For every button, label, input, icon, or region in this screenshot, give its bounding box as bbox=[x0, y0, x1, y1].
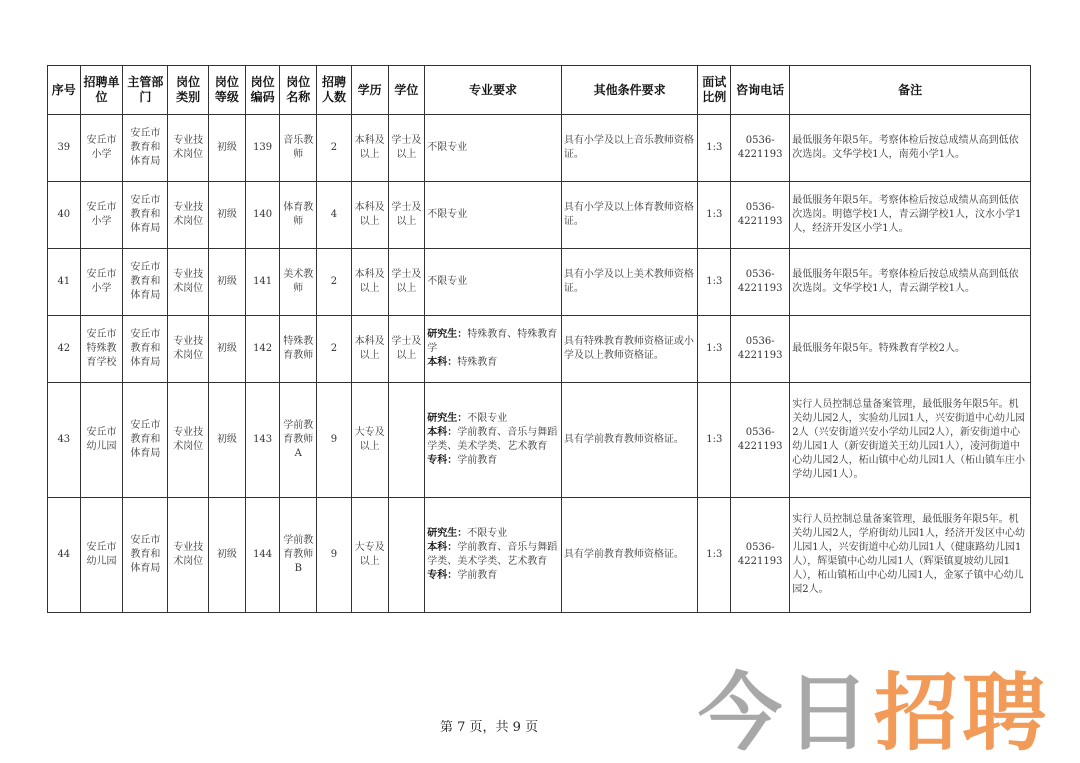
other-req-cell: 具有学前教育教师资格证。 bbox=[561, 383, 698, 498]
note-cell: 最低服务年限5年。考察体检后按总成绩从高到低依次选岗。明德学校1人，青云湖学校1人，汶水小学1人，经济开发区小学1人。 bbox=[790, 182, 1031, 249]
row-number-cell: 44 bbox=[48, 498, 81, 613]
header-cell: 咨询电话 bbox=[731, 66, 790, 115]
phone-cell: 0536-4221193 bbox=[731, 316, 790, 383]
note-cell: 实行人员控制总量备案管理，最低服务年限5年。机关幼儿园2人，学府街幼儿园1人，经济开发区中心幼儿园1人，兴安街道中心幼儿园1人（健康路幼儿园1人），辉渠镇中心幼儿园1人（辉渠镇夏坡幼儿园1人），柘山镇柘山中心幼儿园1人，金冢子镇中心幼儿园2人。 bbox=[790, 498, 1031, 613]
major-line bbox=[427, 569, 559, 583]
position-name-cell: 学前教育教师A bbox=[280, 383, 317, 498]
other-req-cell: 具有小学及以上美术教师资格证。 bbox=[561, 249, 698, 316]
table-row bbox=[48, 316, 1031, 383]
major-text: 不限专业 bbox=[427, 276, 468, 287]
major-line bbox=[427, 412, 559, 426]
note-cell: 实行人员控制总量备案管理，最低服务年限5年。机关幼儿园2人，实验幼儿园1人，兴安街道中心幼儿园2人（兴安街道兴安小学幼儿园2人），新安街道中心幼儿园1人（新安街道关王幼儿园1人），凌河街道中心幼儿园2人，柘山镇中心幼儿园1人（柘山镇车庄小学幼儿园1人）。 bbox=[790, 383, 1031, 498]
dept-cell: 安丘市教育和体育局 bbox=[123, 383, 168, 498]
row-number-cell: 40 bbox=[48, 182, 81, 249]
education-cell: 大专及以上 bbox=[351, 383, 388, 498]
note-cell: 最低服务年限5年。考察体检后按总成绩从高到低依次选岗。文华学校1人，青云湖学校1人。 bbox=[790, 249, 1031, 316]
ratio-cell: 1:3 bbox=[698, 182, 731, 249]
education-cell: 本科及以上 bbox=[351, 316, 388, 383]
ratio-cell: 1:3 bbox=[698, 498, 731, 613]
major-level-label: 本科： bbox=[427, 427, 458, 438]
watermark-part-a: 今日 bbox=[697, 664, 874, 762]
unit-cell: 安丘市小学 bbox=[80, 182, 123, 249]
education-cell: 大专及以上 bbox=[351, 498, 388, 613]
header-cell: 备注 bbox=[790, 66, 1031, 115]
degree-cell bbox=[388, 383, 425, 498]
code-cell: 144 bbox=[245, 498, 280, 613]
major-line bbox=[427, 208, 559, 222]
major-text: 不限专业 bbox=[467, 413, 508, 424]
position-name-cell: 美术教师 bbox=[280, 249, 317, 316]
dept-cell: 安丘市教育和体育局 bbox=[123, 498, 168, 613]
unit-cell: 安丘市小学 bbox=[80, 115, 123, 182]
unit-cell: 安丘市小学 bbox=[80, 249, 123, 316]
dept-cell: 安丘市教育和体育局 bbox=[123, 115, 168, 182]
recruitment-table bbox=[47, 65, 1031, 613]
watermark-logo bbox=[697, 664, 1050, 762]
other-req-cell: 具有小学及以上体育教师资格证。 bbox=[561, 182, 698, 249]
major-cell bbox=[425, 249, 562, 316]
ratio-cell: 1:3 bbox=[698, 383, 731, 498]
major-text: 不限专业 bbox=[467, 528, 508, 539]
major-cell bbox=[425, 115, 562, 182]
note-cell: 最低服务年限5年。考察体检后按总成绩从高到低依次选岗。文华学校1人，南苑小学1人。 bbox=[790, 115, 1031, 182]
header-cell: 岗位类别 bbox=[168, 66, 209, 115]
code-cell: 141 bbox=[245, 249, 280, 316]
major-level-label: 研究生： bbox=[427, 329, 468, 340]
dept-cell: 安丘市教育和体育局 bbox=[123, 316, 168, 383]
major-line bbox=[427, 141, 559, 155]
row-number-cell: 41 bbox=[48, 249, 81, 316]
level-cell: 初级 bbox=[209, 383, 246, 498]
position-name-cell: 音乐教师 bbox=[280, 115, 317, 182]
header-cell: 岗位编码 bbox=[245, 66, 280, 115]
count-cell: 9 bbox=[317, 498, 352, 613]
level-cell: 初级 bbox=[209, 498, 246, 613]
note-cell: 最低服务年限5年。特殊教育学校2人。 bbox=[790, 316, 1031, 383]
major-level-label: 专科： bbox=[427, 570, 458, 581]
position-name-cell: 特殊教育教师 bbox=[280, 316, 317, 383]
header-cell: 岗位名称 bbox=[280, 66, 317, 115]
category-cell: 专业技术岗位 bbox=[168, 182, 209, 249]
degree-cell: 学士及以上 bbox=[388, 115, 425, 182]
code-cell: 140 bbox=[245, 182, 280, 249]
header-cell: 学历 bbox=[351, 66, 388, 115]
degree-cell: 学士及以上 bbox=[388, 182, 425, 249]
major-text: 特殊教育 bbox=[457, 357, 498, 368]
major-text: 学前教育 bbox=[457, 455, 498, 466]
header-cell: 招聘人数 bbox=[317, 66, 352, 115]
header-cell: 主管部门 bbox=[123, 66, 168, 115]
count-cell: 9 bbox=[317, 383, 352, 498]
count-cell: 2 bbox=[317, 249, 352, 316]
row-number-cell: 39 bbox=[48, 115, 81, 182]
header-cell: 学位 bbox=[388, 66, 425, 115]
code-cell: 142 bbox=[245, 316, 280, 383]
major-level-label: 研究生： bbox=[427, 413, 468, 424]
page-footer: 第 7 页，共 9 页 bbox=[440, 720, 539, 735]
major-line bbox=[427, 454, 559, 468]
header-cell: 其他条件要求 bbox=[561, 66, 698, 115]
degree-cell: 学士及以上 bbox=[388, 316, 425, 383]
header-cell: 面试比例 bbox=[698, 66, 731, 115]
major-text: 学前教育 bbox=[457, 570, 498, 581]
code-cell: 139 bbox=[245, 115, 280, 182]
major-text: 学前教育、音乐与舞蹈学类、美术学类、艺术教育 bbox=[427, 427, 558, 452]
table-row bbox=[48, 498, 1031, 613]
watermark-part-b: 招聘 bbox=[873, 664, 1050, 762]
major-line bbox=[427, 328, 559, 356]
count-cell: 2 bbox=[317, 316, 352, 383]
level-cell: 初级 bbox=[209, 115, 246, 182]
major-cell bbox=[425, 182, 562, 249]
row-number-cell: 42 bbox=[48, 316, 81, 383]
major-line bbox=[427, 426, 559, 454]
count-cell: 4 bbox=[317, 182, 352, 249]
education-cell: 本科及以上 bbox=[351, 182, 388, 249]
major-line bbox=[427, 356, 559, 370]
header-cell: 岗位等级 bbox=[209, 66, 246, 115]
major-text: 特殊教育、特殊教育学 bbox=[427, 329, 558, 354]
other-req-cell: 具有特殊教育教师资格证或小学及以上教师资格证。 bbox=[561, 316, 698, 383]
major-level-label: 本科： bbox=[427, 542, 458, 553]
phone-cell: 0536-4221193 bbox=[731, 249, 790, 316]
unit-cell: 安丘市幼儿园 bbox=[80, 383, 123, 498]
major-level-label: 专科： bbox=[427, 455, 458, 466]
table-row bbox=[48, 115, 1031, 182]
header-cell: 专业要求 bbox=[425, 66, 562, 115]
degree-cell bbox=[388, 498, 425, 613]
major-level-label: 研究生： bbox=[427, 528, 468, 539]
table-row bbox=[48, 249, 1031, 316]
row-number-cell: 43 bbox=[48, 383, 81, 498]
other-req-cell: 具有学前教育教师资格证。 bbox=[561, 498, 698, 613]
major-text: 不限专业 bbox=[427, 142, 468, 153]
dept-cell: 安丘市教育和体育局 bbox=[123, 249, 168, 316]
level-cell: 初级 bbox=[209, 182, 246, 249]
phone-cell: 0536-4221193 bbox=[731, 383, 790, 498]
table-header-row bbox=[48, 66, 1031, 115]
major-line bbox=[427, 541, 559, 569]
position-name-cell: 学前教育教师B bbox=[280, 498, 317, 613]
category-cell: 专业技术岗位 bbox=[168, 383, 209, 498]
table-body bbox=[48, 115, 1031, 613]
degree-cell: 学士及以上 bbox=[388, 249, 425, 316]
major-text: 不限专业 bbox=[427, 209, 468, 220]
major-line bbox=[427, 527, 559, 541]
level-cell: 初级 bbox=[209, 249, 246, 316]
position-name-cell: 体育教师 bbox=[280, 182, 317, 249]
major-text: 学前教育、音乐与舞蹈学类、美术学类、艺术教育 bbox=[427, 542, 558, 567]
header-cell: 招聘单位 bbox=[80, 66, 123, 115]
level-cell: 初级 bbox=[209, 316, 246, 383]
ratio-cell: 1:3 bbox=[698, 316, 731, 383]
table-row bbox=[48, 383, 1031, 498]
category-cell: 专业技术岗位 bbox=[168, 498, 209, 613]
major-cell bbox=[425, 498, 562, 613]
major-cell bbox=[425, 316, 562, 383]
education-cell: 本科及以上 bbox=[351, 115, 388, 182]
category-cell: 专业技术岗位 bbox=[168, 316, 209, 383]
phone-cell: 0536-4221193 bbox=[731, 498, 790, 613]
phone-cell: 0536-4221193 bbox=[731, 182, 790, 249]
unit-cell: 安丘市幼儿园 bbox=[80, 498, 123, 613]
dept-cell: 安丘市教育和体育局 bbox=[123, 182, 168, 249]
count-cell: 2 bbox=[317, 115, 352, 182]
header-cell: 序号 bbox=[48, 66, 81, 115]
major-line bbox=[427, 275, 559, 289]
phone-cell: 0536-4221193 bbox=[731, 115, 790, 182]
table-row bbox=[48, 182, 1031, 249]
other-req-cell: 具有小学及以上音乐教师资格证。 bbox=[561, 115, 698, 182]
category-cell: 专业技术岗位 bbox=[168, 249, 209, 316]
ratio-cell: 1:3 bbox=[698, 115, 731, 182]
category-cell: 专业技术岗位 bbox=[168, 115, 209, 182]
major-level-label: 本科： bbox=[427, 357, 458, 368]
code-cell: 143 bbox=[245, 383, 280, 498]
unit-cell: 安丘市特殊教育学校 bbox=[80, 316, 123, 383]
major-cell bbox=[425, 383, 562, 498]
ratio-cell: 1:3 bbox=[698, 249, 731, 316]
education-cell: 本科及以上 bbox=[351, 249, 388, 316]
